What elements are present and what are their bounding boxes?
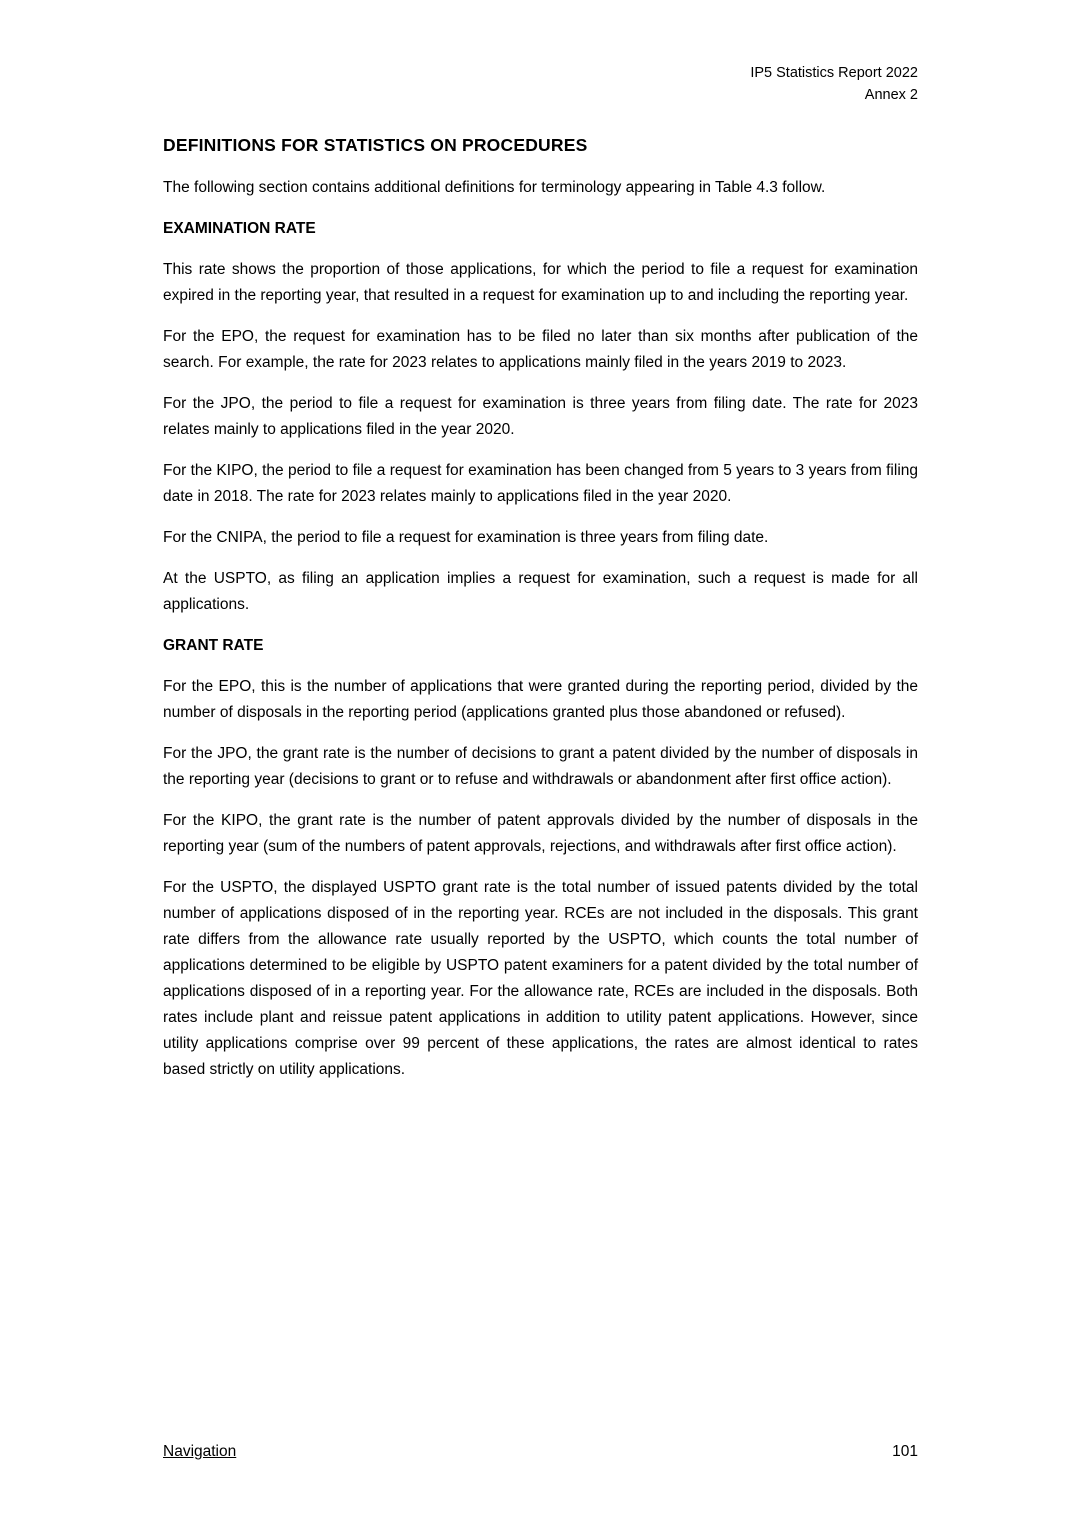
- paragraph-examination-jpo: For the JPO, the period to file a request for examination is three years from filing date. The rate for 2023 relates mainly to applications filed in the year 2020.: [163, 395, 918, 438]
- paragraph-examination-cnipa: For the CNIPA, the period to file a request for examination is three years from filing date.: [163, 529, 769, 546]
- section-heading-examination-rate: EXAMINATION RATE: [163, 220, 316, 237]
- paragraph-grant-uspto: For the USPTO, the displayed USPTO grant rate is the total number of issued patents divided by the total number of applications disposed of in the reporting year. RCEs are not included in the disposals. This grant rate differs from the allowance rate usually reported by the USPTO, which counts the total number of applications determined to be eligible by USPTO patent examiners for a patent divided by the total number of applications disposed of in a reporting year. For the allowance rate, RCEs are included in the disposals. Both rates include plant and reissue patent applications in addition to utility patent applications. However, since utility applications comprise over 99 percent of these applications, the rates are almost identical to rates based strictly on utility applications.: [163, 879, 918, 1078]
- page-title: DEFINITIONS FOR STATISTICS ON PROCEDURES: [163, 135, 588, 155]
- page-footer: [163, 1441, 918, 1463]
- paragraph-examination-uspto: At the USPTO, as filing an application implies a request for examination, such a request is made for all applications.: [163, 570, 918, 613]
- page-number: 101: [892, 1443, 918, 1460]
- paragraph-grant-kipo: For the KIPO, the grant rate is the number of patent approvals divided by the number of disposals in the reporting year (sum of the numbers of patent approvals, rejections, and withdrawals after first office action).: [163, 812, 918, 855]
- paragraph-examination-overview: This rate shows the proportion of those applications, for which the period to file a request for examination expired in the reporting year, that resulted in a request for examination up to and including the reporting year.: [163, 261, 918, 304]
- intro-paragraph: The following section contains additional definitions for terminology appearing in Table 4.3 follow.: [163, 179, 826, 196]
- paragraph-grant-jpo: For the JPO, the grant rate is the number of decisions to grant a patent divided by the number of disposals in the reporting year (decisions to grant or to refuse and withdrawals or abandonment after first office action).: [163, 745, 918, 788]
- header-annex-label: Annex 2: [864, 87, 918, 103]
- paragraph-grant-epo: For the EPO, this is the number of applications that were granted during the reporting period, divided by the number of disposals in the reporting period (applications granted plus those abandoned or refused).: [163, 678, 918, 721]
- navigation-link[interactable]: Navigation: [163, 1443, 237, 1460]
- paragraph-examination-epo: For the EPO, the request for examination has to be filed no later than six months after publication of the search. For example, the rate for 2023 relates to applications mainly filed in the years 2019 to 2023.: [163, 328, 918, 371]
- paragraph-examination-kipo: For the KIPO, the period to file a request for examination has been changed from 5 years to 3 years from filing date in 2018. The rate for 2023 relates mainly to applications filed in the year 2020.: [163, 462, 918, 505]
- section-heading-grant-rate: GRANT RATE: [163, 637, 264, 654]
- header-report-title: IP5 Statistics Report 2022: [750, 65, 918, 81]
- page-header: [163, 62, 918, 106]
- document-content: [163, 133, 918, 1098]
